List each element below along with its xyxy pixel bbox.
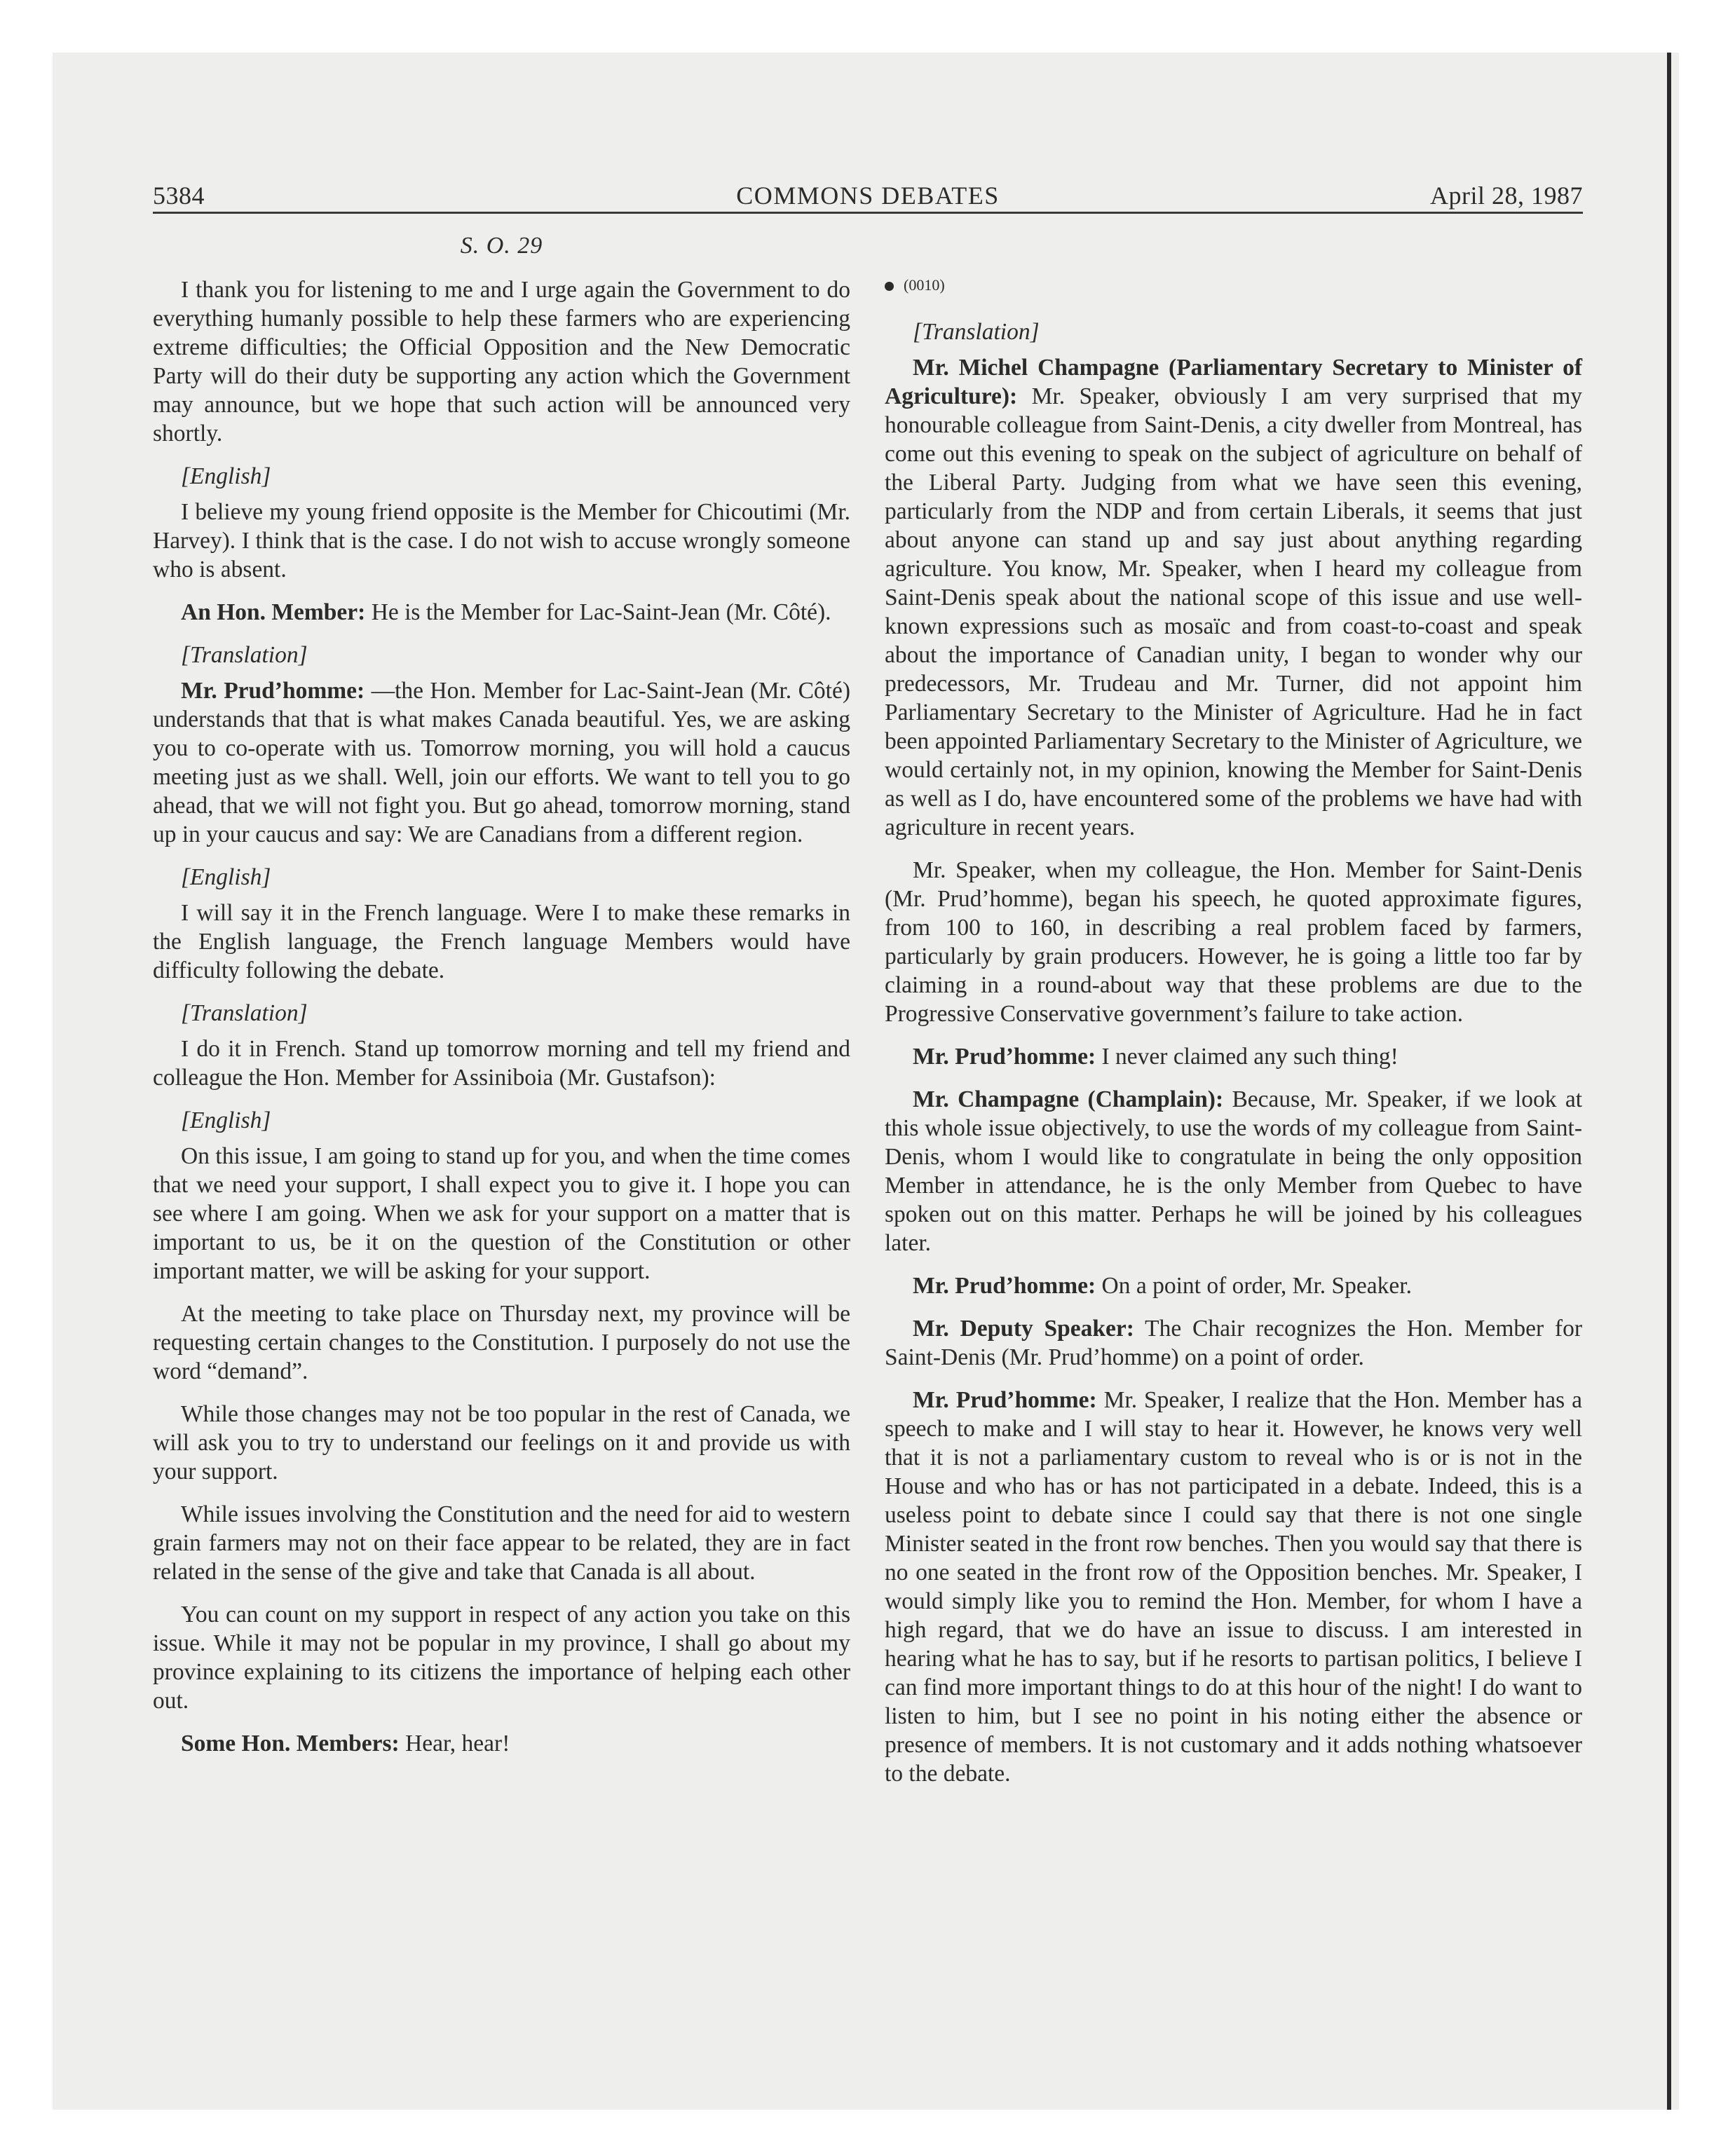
speech-paragraph	[885, 1042, 1582, 1071]
bullet-icon	[885, 282, 894, 291]
language-tag: [Translation]	[181, 642, 308, 668]
time-marker-label: (0010)	[904, 276, 945, 294]
speech-text: While those changes may not be too popular in the rest of Canada, we will ask you to try to understand our feelings on it and provide us with your support.	[153, 1401, 850, 1485]
speech-text: At the meeting to take place on Thursday next, my province will be requesting certain changes to the Constitution. I purposely do not use the word “demand”.	[153, 1301, 850, 1384]
language-tag: [English]	[181, 1107, 271, 1133]
page-header	[153, 181, 1583, 216]
speech-paragraph	[153, 1400, 850, 1486]
speech-text: Mr. Speaker, I realize that the Hon. Member has a speech to make and I will stay to hear it. However, he knows very well that it is not a parliamentary custom to reveal who is or is not in the House and who has or has not participated in a debate. Indeed, this is a useless point to debate since I could say that there is not one single Minister seated in the front row benches. Then you would say that there is no one seated in the front row of the Opposition benches. Mr. Speaker, I would simply like you to remind the Hon. Member, for whom I have a high regard, that we do have an issue to discuss. I am interested in hearing what he has to say, but if he resorts to partisan politics, I believe I can find more important things to do at this hour of the night! I do want to listen to him, but I see no point in his noting either the absence or presence of members. It is not customary and it adds nothing whatsoever to the debate.	[885, 1387, 1582, 1787]
speech-text: On a point of order, Mr. Speaker.	[1101, 1273, 1412, 1299]
speech-text: While issues involving the Constitution and the need for aid to western grain farmers may not on their face appear to be related, they are in fact related in the sense of the give and take that Canada is all about.	[153, 1501, 850, 1585]
speech-text: —the Hon. Member for Lac-Saint-Jean (Mr. Côté) understands that that is what makes Canada beautiful. Yes, we are asking you to co-operate with us. Tomorrow morning, you will hold a caucus meeting just as we shall. Well, join our efforts. We want to tell you to go ahead, that we will not fight you. But go ahead, tomorrow morning, stand up in your caucus and say: We are Canadians from a different region.	[153, 678, 851, 847]
speaker-name: Mr. Champagne (Champlain):	[913, 1086, 1224, 1112]
speech-text: I never claimed any such thing!	[1101, 1044, 1399, 1070]
speech-paragraph	[153, 1729, 850, 1758]
speech-paragraph	[885, 353, 1582, 842]
speech-text: You can count on my support in respect of any action you take on this issue. While it may not be popular in my province, I shall go about my province explaining to its citizens the importance of helping each other out.	[153, 1602, 850, 1714]
speech-paragraph	[153, 598, 850, 627]
speech-text: Hear, hear!	[405, 1731, 510, 1756]
speech-text: I do it in French. Stand up tomorrow morning and tell my friend and colleague the Hon. Member for Assiniboia (Mr. Gustafson):	[153, 1036, 850, 1091]
speech-text: Because, Mr. Speaker, if we look at this whole issue objectively, to use the words of my colleague from Saint-Denis, whom I would like to congratulate in being the only opposition Member in attendance, he is the only Member from Quebec to have spoken out on this matter. Perhaps he will be joined by his colleagues later.	[885, 1086, 1583, 1256]
speech-paragraph	[885, 1085, 1582, 1257]
page-number: 5384	[153, 182, 205, 210]
left-column	[153, 231, 850, 1772]
speech-paragraph	[153, 1142, 850, 1285]
standing-order-heading: S. O. 29	[460, 233, 543, 259]
speech-paragraph	[153, 676, 850, 849]
speaker-name: Mr. Deputy Speaker:	[913, 1316, 1134, 1342]
speaker-name: Mr. Prud’homme:	[913, 1044, 1096, 1070]
speaker-name: Mr. Prud’homme:	[913, 1387, 1097, 1413]
language-tag: [English]	[181, 463, 271, 489]
speech-text: I thank you for listening to me and I urge again the Government to do everything humanly possible to help these farmers who are experiencing extreme difficulties; the Official Opposition and the New Democratic Party will do their duty be supporting any action which the Government may announce, but we hope that such action will be announced very shortly.	[153, 277, 850, 446]
speech-text: Mr. Speaker, when my colleague, the Hon. Member for Saint-Denis (Mr. Prud’homme), began his speech, he quoted approximate figures, from 100 to 160, in describing a real problem faced by farmers, particularly by grain producers. However, he is going a little too far by claiming in a round-about way that these problems are due to the Progressive Conservative government’s failure to take action.	[885, 857, 1582, 1027]
speech-text: I will say it in the French language. Were I to make these remarks in the English language, the French language Members would have difficulty following the debate.	[153, 900, 850, 983]
speech-text: On this issue, I am going to stand up for you, and when the time comes that we need your support, I shall expect you to give it. I hope you can see where I am going. When we ask for your support on a matter that is important to us, be it on the question of the Constitution or other important matter, we will be asking for your support.	[153, 1143, 850, 1284]
language-tag: [Translation]	[181, 1000, 308, 1026]
speech-text: Mr. Speaker, obviously I am very surprised that my honourable colleague from Saint-Denis, a city dweller from Montreal, has come out this evening to speak on the subject of agriculture on behalf of the Liberal Party. Judging from what we have seen this evening, particularly from the NDP and from certain Liberals, it seems that just about anyone can stand up and say just about anything regarding agriculture. You know, Mr. Speaker, when I heard my colleague from Saint-Denis speak about the national scope of this issue and use well-known expressions such as mosaïc and from coast-to-coast and speak about the importance of Canadian unity, I began to wonder why our predecessors, Mr. Trudeau and Mr. Turner, did not appoint him Parliamentary Secretary to the Minister of Agriculture. Had he in fact been appointed Parliamentary Secretary to the Minister of Agriculture, we would certainly not, in my opinion, knowing the Member for Saint-Denis as well as I do, have encountered some of the problems we have had with agriculture in recent years.	[885, 383, 1583, 840]
speech-paragraph	[885, 1314, 1582, 1372]
speaker-name: Mr. Prud’homme:	[181, 678, 365, 704]
speech-paragraph	[153, 1500, 850, 1586]
binding-edge	[1667, 53, 1671, 2110]
right-column	[885, 231, 1582, 1802]
publication-title: COMMONS DEBATES	[736, 182, 1000, 210]
speech-paragraph	[153, 1600, 850, 1715]
speaker-name: Mr. Prud’homme:	[913, 1273, 1096, 1299]
speech-text: I believe my young friend opposite is the Member for Chicoutimi (Mr. Harvey). I think that is the case. I do not wish to accuse wrongly someone who is absent.	[153, 499, 850, 582]
language-tag: [Translation]	[913, 319, 1040, 345]
time-marker	[885, 271, 1582, 299]
publication-date: April 28, 1987	[1430, 182, 1583, 210]
speech-paragraph	[153, 1299, 850, 1386]
speech-paragraph	[153, 899, 850, 985]
speech-paragraph	[153, 275, 850, 448]
language-tag: [English]	[181, 864, 271, 890]
speech-paragraph	[885, 856, 1582, 1028]
speaker-name: Some Hon. Members:	[181, 1731, 400, 1756]
speech-text: He is the Member for Lac-Saint-Jean (Mr. Côté).	[371, 599, 831, 625]
speech-text: The Chair recognizes the Hon. Member for Saint-Denis (Mr. Prud’homme) on a point of order.	[885, 1316, 1582, 1370]
speech-paragraph	[153, 498, 850, 584]
speech-paragraph	[885, 1271, 1582, 1300]
header-rule	[153, 212, 1583, 214]
speaker-name: Mr. Michel Champagne (Parliamentary Secretary to Minister of Agriculture):	[885, 355, 1582, 409]
speaker-name: An Hon. Member:	[181, 599, 366, 625]
speech-paragraph	[885, 1386, 1582, 1788]
speech-paragraph	[153, 1035, 850, 1092]
